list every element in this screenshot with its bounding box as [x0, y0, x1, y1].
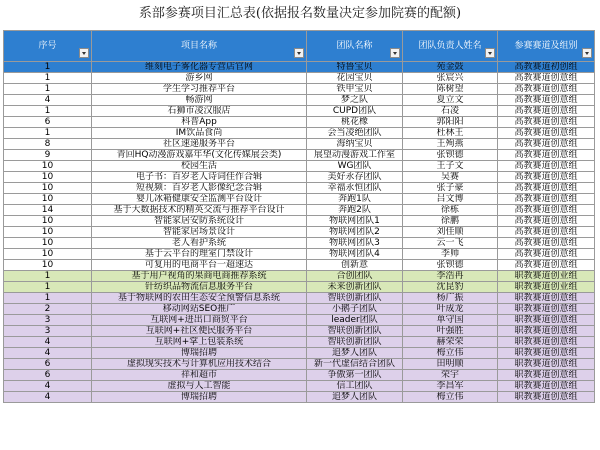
col-header-label: 参赛赛道及组别	[514, 41, 578, 51]
cell-project[interactable]: 短视频：百岁老人影像纪念合辑	[92, 183, 307, 194]
cell-project[interactable]: 基于云平台的理室门禁设计	[92, 249, 307, 260]
cell-leader[interactable]: 田明顺	[403, 359, 498, 370]
cell-track[interactable]: 高教赛道创意组	[498, 183, 595, 194]
cell-no[interactable]: 6	[4, 359, 92, 370]
cell-team[interactable]: 物联网团队3	[307, 238, 403, 249]
table-row[interactable]	[4, 227, 595, 238]
cell-team[interactable]: 花园宝贝	[307, 73, 403, 84]
cell-no[interactable]: 1	[4, 293, 92, 304]
cell-leader[interactable]: 杜林王	[403, 128, 498, 139]
cell-track[interactable]: 高教赛道创意组	[498, 84, 595, 95]
cell-no[interactable]: 2	[4, 304, 92, 315]
col-header-label: 项目名称	[180, 41, 217, 51]
cell-track[interactable]: 高教赛道创意组	[498, 238, 595, 249]
cell-team[interactable]: 海纳宝贝	[307, 139, 403, 150]
table-row[interactable]	[4, 249, 595, 260]
cell-track[interactable]: 高教赛道创意组	[498, 205, 595, 216]
cell-track[interactable]: 高教赛道创意组	[498, 150, 595, 161]
table-row[interactable]	[4, 381, 595, 392]
cell-project[interactable]: 虚拟与人工智能	[92, 381, 307, 392]
cell-track[interactable]: 职教赛道创意组	[498, 304, 595, 315]
table-row[interactable]	[4, 106, 595, 117]
cell-leader[interactable]: 苑金鼓	[403, 62, 498, 73]
filter-dropdown-icon[interactable]	[582, 48, 592, 58]
cell-no[interactable]: 10	[4, 172, 92, 183]
cell-project[interactable]: 婴儿冰箱健康安全监测平台设计	[92, 194, 307, 205]
cell-leader[interactable]: 徐栋	[403, 205, 498, 216]
table-row[interactable]	[4, 304, 595, 315]
col-header-project	[92, 31, 307, 62]
cell-no[interactable]: 14	[4, 205, 92, 216]
col-header-label: 团队名称	[336, 41, 373, 51]
table-row[interactable]	[4, 150, 595, 161]
cell-track[interactable]: 高教赛道创意组	[498, 260, 595, 271]
cell-leader[interactable]: 梅立伟	[403, 392, 498, 403]
table-row[interactable]	[4, 194, 595, 205]
table-row[interactable]	[4, 359, 595, 370]
cell-project[interactable]: 石狮市凌汉服店	[92, 106, 307, 117]
cell-project[interactable]: 维刻电子雾化器专营店官网	[92, 62, 307, 73]
table-row[interactable]	[4, 370, 595, 381]
cell-track[interactable]: 高教赛道创意组	[498, 117, 595, 128]
table-row[interactable]	[4, 348, 595, 359]
cell-project[interactable]: 博瑞招聘	[92, 348, 307, 359]
cell-leader[interactable]: 吴赛	[403, 172, 498, 183]
cell-track[interactable]: 职教赛道创意组	[498, 392, 595, 403]
cell-track[interactable]: 职教赛道创意组	[498, 337, 595, 348]
cell-project[interactable]: 科普App	[92, 117, 307, 128]
table-row[interactable]	[4, 282, 595, 293]
cell-track[interactable]: 高教赛道创意组	[498, 73, 595, 84]
col-header-track	[498, 31, 595, 62]
cell-track[interactable]: 高教赛道创意组	[498, 216, 595, 227]
cell-project[interactable]: 虚拟现实技术与计算机应用技术结合	[92, 359, 307, 370]
cell-leader[interactable]: 荣宇	[403, 370, 498, 381]
col-header-label: 团队负责人姓名	[418, 41, 482, 51]
cell-leader[interactable]: 石凌	[403, 106, 498, 117]
cell-project[interactable]: 社区速递服务平台	[92, 139, 307, 150]
cell-project[interactable]: IM饮品食尚	[92, 128, 307, 139]
cell-no[interactable]: 8	[4, 139, 92, 150]
cell-track[interactable]: 职教赛道创业组	[498, 282, 595, 293]
cell-project[interactable]: 祥和超市	[92, 370, 307, 381]
cell-leader[interactable]: 王殉燕	[403, 139, 498, 150]
table-row[interactable]	[4, 337, 595, 348]
table-row[interactable]	[4, 205, 595, 216]
col-header-leader	[403, 31, 498, 62]
cell-leader[interactable]: 张宸兴	[403, 73, 498, 84]
cell-team[interactable]: 会当凌绝团队	[307, 128, 403, 139]
cell-leader[interactable]: 云一飞	[403, 238, 498, 249]
cell-no[interactable]: 10	[4, 183, 92, 194]
cell-no[interactable]: 9	[4, 150, 92, 161]
cell-leader[interactable]: 叶成龙	[403, 304, 498, 315]
cell-no[interactable]: 10	[4, 260, 92, 271]
cell-no[interactable]: 6	[4, 370, 92, 381]
col-header-team	[307, 31, 403, 62]
cell-team[interactable]: WG团队	[307, 161, 403, 172]
cell-team[interactable]: 物联网团队1	[307, 216, 403, 227]
cell-leader[interactable]: 徐鹏	[403, 216, 498, 227]
cell-project[interactable]: 校园生活	[92, 161, 307, 172]
cell-leader[interactable]: 杨广振	[403, 293, 498, 304]
table-row[interactable]	[4, 293, 595, 304]
table-row[interactable]	[4, 73, 595, 84]
cell-track[interactable]: 职教赛道创意组	[498, 315, 595, 326]
cell-team[interactable]: 美好永存团队	[307, 172, 403, 183]
cell-team[interactable]: 争傲第一团队	[307, 370, 403, 381]
cell-no[interactable]: 10	[4, 194, 92, 205]
cell-no[interactable]: 4	[4, 381, 92, 392]
cell-team[interactable]: 小鹅子团队	[307, 304, 403, 315]
table-body	[4, 62, 595, 403]
cell-team[interactable]: 合创团队	[307, 271, 403, 282]
cell-team[interactable]: 特鲁宝贝	[307, 62, 403, 73]
cell-track[interactable]: 职教赛道创业组	[498, 271, 595, 282]
table-row[interactable]	[4, 84, 595, 95]
cell-team[interactable]: 新一代虚信结合团队	[307, 359, 403, 370]
cell-no[interactable]: 10	[4, 216, 92, 227]
cell-no[interactable]: 1	[4, 128, 92, 139]
cell-no[interactable]: 4	[4, 337, 92, 348]
cell-team[interactable]: 奔跑2队	[307, 205, 403, 216]
cell-leader[interactable]: 张钡德	[403, 260, 498, 271]
cell-track[interactable]: 高教赛道初创组	[498, 62, 595, 73]
cell-team[interactable]: 信工团队	[307, 381, 403, 392]
table-row[interactable]	[4, 172, 595, 183]
cell-team[interactable]: CUPD团队	[307, 106, 403, 117]
cell-project[interactable]: 电子书：百岁老人诗词佳作合辑	[92, 172, 307, 183]
cell-team[interactable]: 智联创新团队	[307, 326, 403, 337]
table-row[interactable]	[4, 139, 595, 150]
header-row	[4, 31, 595, 62]
cell-leader[interactable]: 王子文	[403, 161, 498, 172]
cell-no[interactable]: 3	[4, 326, 92, 337]
cell-project[interactable]: 基于用户视角的果商电商推荐系统	[92, 271, 307, 282]
cell-no[interactable]: 1	[4, 282, 92, 293]
cell-project[interactable]: 学生学习推荐平台	[92, 84, 307, 95]
table-row[interactable]	[4, 117, 595, 128]
table-row[interactable]	[4, 260, 595, 271]
cell-project[interactable]: 互联网+掌上包装系统	[92, 337, 307, 348]
cell-track[interactable]: 高教赛道创意组	[498, 227, 595, 238]
cell-leader[interactable]: 叶强胜	[403, 326, 498, 337]
cell-track[interactable]: 职教赛道创意组	[498, 293, 595, 304]
cell-leader[interactable]: 陈树望	[403, 84, 498, 95]
cell-project[interactable]: 博瑞招聘	[92, 392, 307, 403]
cell-leader[interactable]: 夏立文	[403, 95, 498, 106]
cell-track[interactable]: 高教赛道创意组	[498, 106, 595, 117]
table-row[interactable]	[4, 128, 595, 139]
cell-no[interactable]: 3	[4, 315, 92, 326]
cell-track[interactable]: 职教赛道创意组	[498, 370, 595, 381]
col-header-label: 序号	[38, 41, 57, 51]
cell-project[interactable]: 可复用的电商平台一超速达	[92, 260, 307, 271]
cell-no[interactable]: 10	[4, 238, 92, 249]
cell-track[interactable]: 高教赛道创意组	[498, 249, 595, 260]
table-row[interactable]	[4, 95, 595, 106]
cell-track[interactable]: 职教赛道创意组	[498, 348, 595, 359]
cell-project[interactable]: 老人看护系统	[92, 238, 307, 249]
cell-team[interactable]: 桃花橡	[307, 117, 403, 128]
cell-leader[interactable]: 李浩冉	[403, 271, 498, 282]
cell-leader[interactable]: 张子豪	[403, 183, 498, 194]
cell-team[interactable]: 物联网团队2	[307, 227, 403, 238]
cell-team[interactable]: 物联网团队4	[307, 249, 403, 260]
cell-leader[interactable]: 赫荣荣	[403, 337, 498, 348]
filter-dropdown-icon[interactable]	[294, 48, 304, 58]
table-row[interactable]	[4, 392, 595, 403]
table-row[interactable]	[4, 238, 595, 249]
cell-no[interactable]: 1	[4, 84, 92, 95]
table-row[interactable]	[4, 62, 595, 73]
cell-project[interactable]: 青回HQ动漫游戏嘉年华(文化传媒展会类)	[92, 150, 307, 161]
cell-project[interactable]: 互联网+社区便民服务平台	[92, 326, 307, 337]
cell-no[interactable]: 1	[4, 271, 92, 282]
filter-dropdown-icon[interactable]	[390, 48, 400, 58]
cell-no[interactable]: 10	[4, 249, 92, 260]
cell-project[interactable]: 智能家居安防系统设计	[92, 216, 307, 227]
cell-team[interactable]: 铁甲宝贝	[307, 84, 403, 95]
cell-leader[interactable]: 李昌军	[403, 381, 498, 392]
cell-track[interactable]: 高教赛道创意组	[498, 161, 595, 172]
cell-no[interactable]: 4	[4, 348, 92, 359]
cell-project[interactable]: 畅游网	[92, 95, 307, 106]
cell-no[interactable]: 10	[4, 227, 92, 238]
cell-leader[interactable]: 郭阳阳	[403, 117, 498, 128]
cell-no[interactable]: 1	[4, 73, 92, 84]
cell-track[interactable]: 高教赛道创意组	[498, 194, 595, 205]
cell-project[interactable]: 移动网站SEO推广	[92, 304, 307, 315]
cell-team[interactable]: 智联创新团队	[307, 293, 403, 304]
cell-track[interactable]: 高教赛道创意组	[498, 172, 595, 183]
col-header-no	[4, 31, 92, 62]
cell-leader[interactable]: 张钡德	[403, 150, 498, 161]
sheet-title: 系部参赛项目汇总表(依据报名数量决定参加院赛的配额)	[138, 6, 462, 21]
cell-team[interactable]: 幸福永恒团队	[307, 183, 403, 194]
table-row[interactable]	[4, 271, 595, 282]
cell-track[interactable]: 高教赛道创意组	[498, 128, 595, 139]
cell-project[interactable]: 基于物联网的农田生态安全预警信息系统	[92, 293, 307, 304]
cell-team[interactable]: 梦之队	[307, 95, 403, 106]
table-row[interactable]	[4, 326, 595, 337]
cell-leader[interactable]: 刘佳顺	[403, 227, 498, 238]
cell-team[interactable]: 奔跑1队	[307, 194, 403, 205]
cell-leader[interactable]: 沈昆豹	[403, 282, 498, 293]
cell-no[interactable]: 4	[4, 95, 92, 106]
table-row[interactable]	[4, 183, 595, 194]
table-row[interactable]	[4, 216, 595, 227]
cell-no[interactable]: 6	[4, 117, 92, 128]
table-row[interactable]	[4, 315, 595, 326]
cell-no[interactable]: 1	[4, 62, 92, 73]
cell-team[interactable]: 未来创新团队	[307, 282, 403, 293]
cell-project[interactable]: 基于大数据技术的精英交流与推荐平台设计	[92, 205, 307, 216]
cell-no[interactable]: 1	[4, 106, 92, 117]
cell-team[interactable]: 追梦人团队	[307, 348, 403, 359]
cell-leader[interactable]: 吕文博	[403, 194, 498, 205]
cell-team[interactable]: 智联创新团队	[307, 337, 403, 348]
cell-leader[interactable]: 李帅	[403, 249, 498, 260]
cell-track[interactable]: 职教赛道创意组	[498, 359, 595, 370]
cell-team[interactable]: 展望动漫游戏工作室	[307, 150, 403, 161]
cell-leader[interactable]: 单守国	[403, 315, 498, 326]
cell-project[interactable]: 游乡网	[92, 73, 307, 84]
cell-project[interactable]: 智能家居场景设计	[92, 227, 307, 238]
cell-track[interactable]: 高教赛道创意组	[498, 139, 595, 150]
cell-no[interactable]: 10	[4, 161, 92, 172]
cell-no[interactable]: 4	[4, 392, 92, 403]
cell-track[interactable]: 高教赛道创意组	[498, 95, 595, 106]
summary-table	[3, 30, 595, 403]
cell-track[interactable]: 职教赛道创意组	[498, 381, 595, 392]
cell-team[interactable]: 追梦人团队	[307, 392, 403, 403]
filter-dropdown-icon[interactable]	[79, 48, 89, 58]
cell-project[interactable]: 互联网+进出口商贸平台	[92, 315, 307, 326]
table-row[interactable]	[4, 161, 595, 172]
cell-track[interactable]: 职教赛道创意组	[498, 326, 595, 337]
cell-leader[interactable]: 梅立伟	[403, 348, 498, 359]
filter-dropdown-icon[interactable]	[485, 48, 495, 58]
cell-team[interactable]: 创新意	[307, 260, 403, 271]
cell-team[interactable]: leader团队	[307, 315, 403, 326]
cell-project[interactable]: 针纺织品物流信息服务平台	[92, 282, 307, 293]
